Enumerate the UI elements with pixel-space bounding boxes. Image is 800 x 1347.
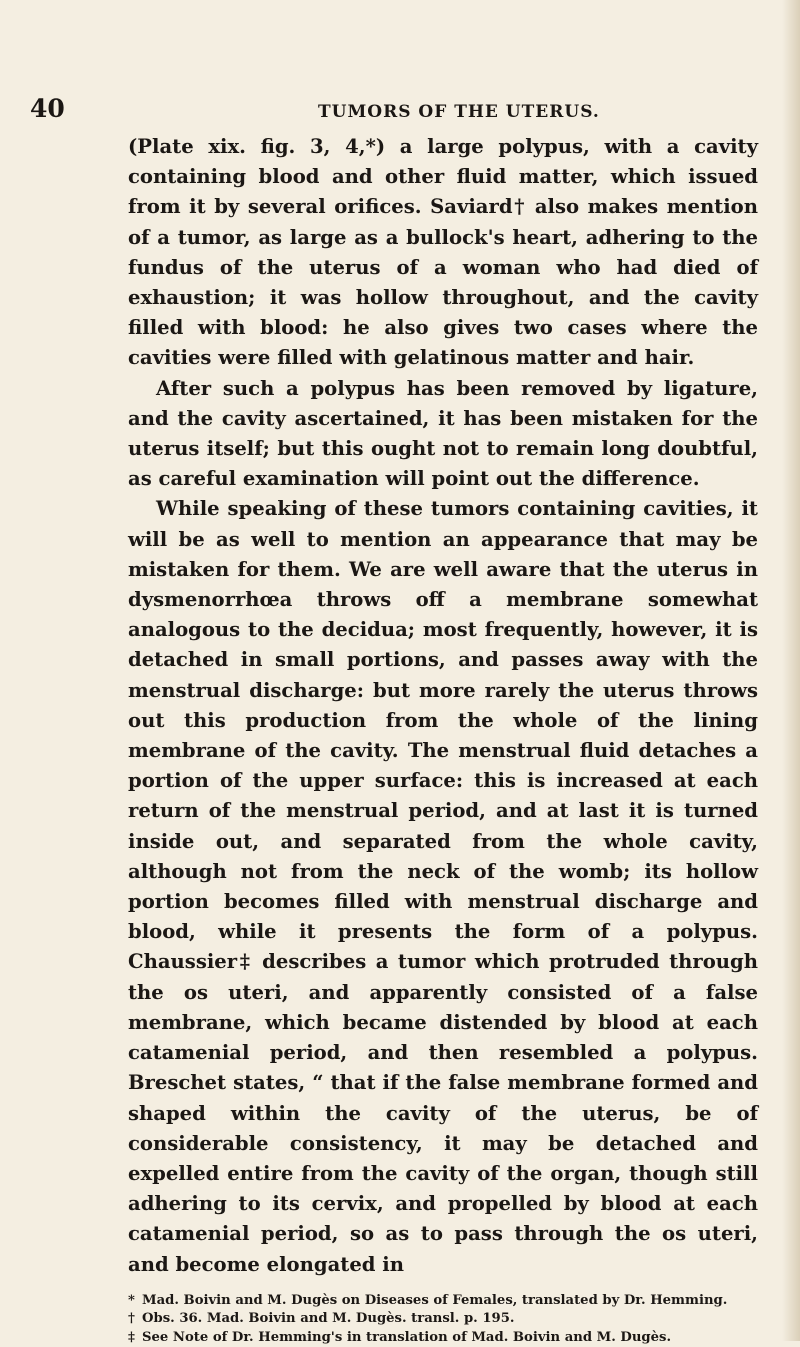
page-edge-shadow (782, 0, 800, 1341)
footnote (128, 1329, 758, 1347)
page-header (30, 94, 758, 132)
footnote (128, 1292, 758, 1310)
footnote-text: Mad. Boivin and M. Dugès on Diseases of Females, translated by Dr. Hemming. (142, 1292, 728, 1308)
body-text (128, 132, 758, 1280)
footnote-symbol: † (128, 1311, 135, 1327)
footnote-symbol: * (128, 1292, 135, 1308)
paragraph: After such a polypus has been removed by ligature, and the cavity ascertained, it has been mistaken for the uterus itself; but this ought not to remain long doubtful, as careful examination will point out the difference. (128, 376, 758, 491)
running-head: TUMORS OF THE UTERUS. (318, 102, 600, 122)
footnotes (128, 1292, 758, 1347)
footnote-text: Obs. 36. Mad. Boivin and M. Dugès. transl. p. 195. (142, 1311, 515, 1327)
paragraph: (Plate xix. fig. 3, 4,*) a large polypus, with a cavity containing blood and other fluid matter, which issued from it by several orifices. Saviard† also makes mention of a tumor, as large as a bullock's heart, adhering to the fundus of the uterus of a woman who had died of exhaustion; it was hollow throughout, and the cavity filled with blood: he also gives two cases where the cavities were filled with gelatinous matter and hair. (128, 135, 758, 370)
paragraph: While speaking of these tumors containing cavities, it will be as well to mention an appearance that may be mistaken for them. We are well aware that the uterus in dysmenorrhœa throws off a membrane somewhat analogous to the decidua; most frequently, however, it is detached in small portions, and passes away with the menstrual discharge: but more rarely the uterus throws out this production from the whole of the lining membrane of the cavity. The menstrual fluid detaches a portion of the upper surface: this is increased at each return of the menstrual period, and at last it is turned inside out, and separated from the whole cavity, although not from the neck of the womb; its hollow portion becomes filled with menstrual discharge and blood, while it presents the form of a polypus. Chaussier‡ describes a tumor which protruded through the os uteri, and apparently consisted of a false membrane, which became distended by blood at each catamenial period, and then resembled a polypus. Breschet states, “ that if the false membrane formed and shaped within the cavity of the uterus, be of considerable consistency, it may be detached and expelled entire from the cavity of the organ, though still adhering to its cervix, and propelled by blood at each catamenial period, so as to pass through the os uteri, and become elongated in (128, 497, 758, 1276)
footnote (128, 1310, 758, 1328)
footnote-text: See Note of Dr. Hemming's in translation of Mad. Boivin and M. Dugès. (142, 1329, 672, 1345)
footnote-symbol: ‡ (128, 1329, 135, 1345)
book-page (30, 94, 758, 1347)
page-number: 40 (30, 94, 65, 123)
